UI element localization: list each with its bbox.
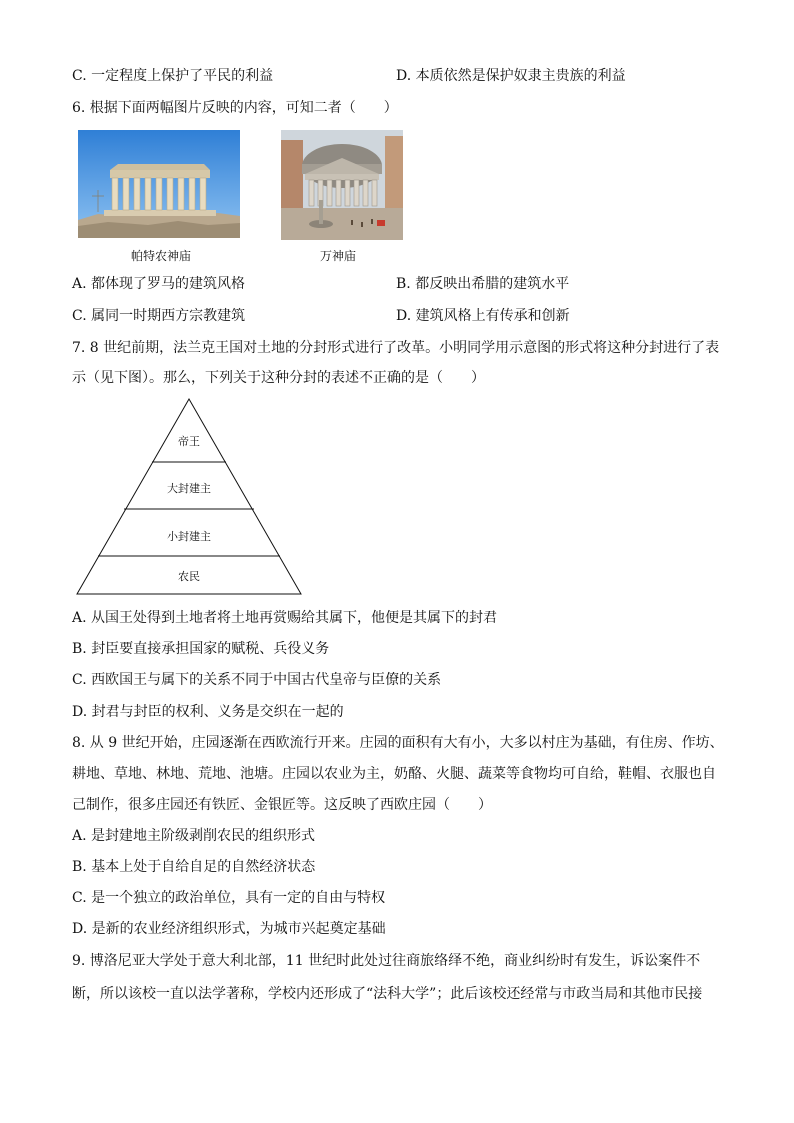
parthenon-caption: 帕特农神庙	[131, 249, 192, 263]
q8-stem-line-2: 耕地、草地、林地、荒地、池塘。庄园以农业为主，奶酪、火腿、蔬菜等食物均可自给，鞋帽、衣服也自	[72, 766, 716, 782]
q6-option-d: D. 建筑风格上有传承和创新	[396, 308, 570, 324]
q7-stem-line-2: 示（见下图）。那么，下列关于这种分封的表述不正确的是（ ）	[72, 370, 485, 386]
q7-option-d: D. 封君与封臣的权利、义务是交织在一起的	[72, 704, 344, 720]
q5-option-c: C. 一定程度上保护了平民的利益	[72, 68, 274, 84]
q8-option-b: B. 基本上处于自给自足的自然经济状态	[72, 859, 316, 875]
q7-stem-line-1: 7. 8 世纪前期，法兰克王国对土地的分封形式进行了改革。小明同学用示意图的形式将这种分封进行了表	[72, 340, 720, 356]
pyramid-level-emperor: 帝王	[178, 435, 200, 448]
feudal-pyramid-diagram	[76, 398, 302, 596]
parthenon-image	[78, 130, 240, 238]
q9-stem-line-2: 断，所以该校一直以法学著称，学校内还形成了“法科大学”；此后该校还经常与市政当局和其他市民接	[72, 986, 703, 1002]
q6-stem: 6. 根据下面两幅图片反映的内容，可知二者（ ）	[72, 100, 398, 116]
q7-option-b: B. 封臣要直接承担国家的赋税、兵役义务	[72, 641, 330, 657]
pyramid-level-lesser-lords: 小封建主	[167, 530, 211, 543]
q8-option-c: C. 是一个独立的政治单位，具有一定的自由与特权	[72, 890, 386, 906]
q8-stem-line-1: 8. 从 9 世纪开始，庄园逐渐在西欧流行开来。庄园的面积有大有小，大多以村庄为基础，有住房、作坊、	[72, 735, 724, 751]
q8-stem-line-3: 己制作，很多庄园还有铁匠、金银匠等。这反映了西欧庄园（ ）	[72, 797, 492, 813]
q6-option-b: B. 都反映出希腊的建筑水平	[396, 276, 570, 292]
pantheon-image	[281, 130, 403, 240]
q7-option-c: C. 西欧国王与属下的关系不同于中国古代皇帝与臣僚的关系	[72, 672, 442, 688]
q8-option-d: D. 是新的农业经济组织形式，为城市兴起奠定基础	[72, 921, 386, 937]
q7-option-a: A. 从国王处得到土地者将土地再赏赐给其属下，他便是其属下的封君	[72, 610, 498, 626]
q8-option-a: A. 是封建地主阶级剥削农民的组织形式	[72, 828, 316, 844]
pantheon-caption: 万神庙	[320, 249, 357, 263]
q5-option-d: D. 本质依然是保护奴隶主贵族的利益	[396, 68, 626, 84]
q6-option-c: C. 属同一时期西方宗教建筑	[72, 308, 246, 324]
pyramid-level-peasants: 农民	[178, 570, 200, 583]
q6-option-a: A. 都体现了罗马的建筑风格	[72, 276, 246, 292]
pyramid-level-great-lords: 大封建主	[167, 482, 211, 495]
q9-stem-line-1: 9. 博洛尼亚大学处于意大利北部，11 世纪时此处过往商旅络绎不绝，商业纠纷时有发生，诉讼案件不	[72, 953, 701, 969]
